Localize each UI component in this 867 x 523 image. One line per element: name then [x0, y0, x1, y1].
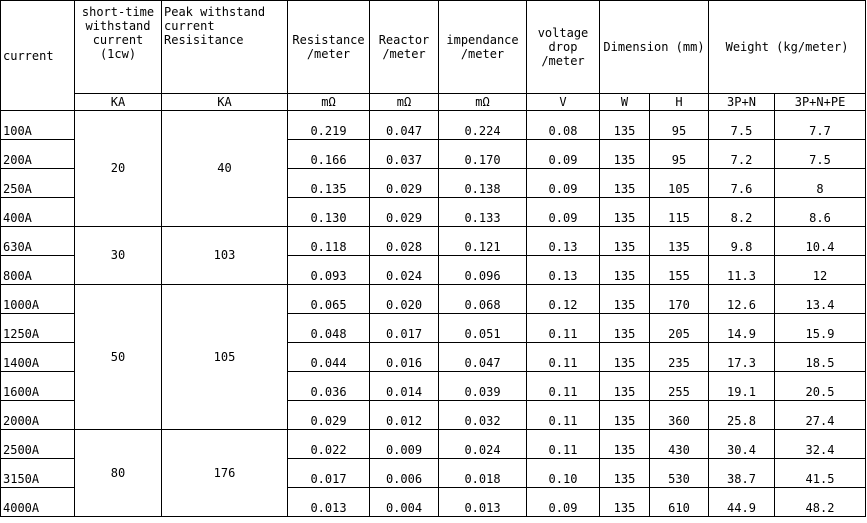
weight-2-cell: 20.5 — [775, 372, 866, 401]
dim-w-cell: 135 — [600, 285, 650, 314]
impedance-cell: 0.024 — [439, 430, 527, 459]
short-time-cell: 20 — [75, 111, 162, 227]
current-cell: 1000A — [1, 285, 75, 314]
weight-1-cell: 7.6 — [709, 169, 775, 198]
voltage-drop-cell: 0.11 — [527, 372, 600, 401]
weight-1-cell: 7.2 — [709, 140, 775, 169]
dim-w-cell: 135 — [600, 459, 650, 488]
reactor-cell: 0.009 — [370, 430, 439, 459]
impedance-cell: 0.121 — [439, 227, 527, 256]
weight-1-cell: 14.9 — [709, 314, 775, 343]
impedance-cell: 0.018 — [439, 459, 527, 488]
weight-1-cell: 30.4 — [709, 430, 775, 459]
weight-2-cell: 41.5 — [775, 459, 866, 488]
dim-h-cell: 105 — [650, 169, 709, 198]
voltage-drop-cell: 0.09 — [527, 140, 600, 169]
table-row — [1, 285, 866, 314]
current-cell: 1600A — [1, 372, 75, 401]
weight-2-cell: 15.9 — [775, 314, 866, 343]
dim-h-cell: 610 — [650, 488, 709, 517]
table-row — [1, 111, 866, 140]
reactor-cell: 0.029 — [370, 198, 439, 227]
voltage-drop-cell: 0.11 — [527, 430, 600, 459]
table-body — [1, 111, 866, 517]
weight-1-cell: 11.3 — [709, 256, 775, 285]
peak-cell: 40 — [162, 111, 288, 227]
resistance-cell: 0.093 — [288, 256, 370, 285]
dim-w-cell: 135 — [600, 430, 650, 459]
resistance-cell: 0.022 — [288, 430, 370, 459]
reactor-cell: 0.014 — [370, 372, 439, 401]
header-reactor: Reactor /meter — [370, 1, 439, 94]
current-cell: 2000A — [1, 401, 75, 430]
header-resistance: Resistance /meter — [288, 1, 370, 94]
dim-h-cell: 360 — [650, 401, 709, 430]
voltage-drop-cell: 0.11 — [527, 314, 600, 343]
voltage-drop-cell: 0.13 — [527, 227, 600, 256]
impedance-cell: 0.047 — [439, 343, 527, 372]
voltage-drop-cell: 0.09 — [527, 169, 600, 198]
header-voltage-drop: voltage drop /meter — [527, 1, 600, 94]
header-peak: Peak withstand current Resisitance — [162, 1, 288, 94]
short-time-cell: 30 — [75, 227, 162, 285]
impedance-cell: 0.138 — [439, 169, 527, 198]
dim-h-cell: 430 — [650, 430, 709, 459]
impedance-cell: 0.039 — [439, 372, 527, 401]
current-cell: 250A — [1, 169, 75, 198]
impedance-cell: 0.013 — [439, 488, 527, 517]
dim-w-cell: 135 — [600, 227, 650, 256]
weight-1-cell: 17.3 — [709, 343, 775, 372]
resistance-cell: 0.118 — [288, 227, 370, 256]
weight-1-cell: 7.5 — [709, 111, 775, 140]
dim-w-cell: 135 — [600, 343, 650, 372]
weight-1-cell: 19.1 — [709, 372, 775, 401]
weight-2-cell: 48.2 — [775, 488, 866, 517]
weight-1-cell: 8.2 — [709, 198, 775, 227]
dim-w-cell: 135 — [600, 198, 650, 227]
reactor-cell: 0.012 — [370, 401, 439, 430]
reactor-cell: 0.047 — [370, 111, 439, 140]
resistance-cell: 0.017 — [288, 459, 370, 488]
unit-voltage-drop: V — [527, 94, 600, 111]
impedance-cell: 0.051 — [439, 314, 527, 343]
weight-1-cell: 38.7 — [709, 459, 775, 488]
weight-1-cell: 12.6 — [709, 285, 775, 314]
resistance-cell: 0.036 — [288, 372, 370, 401]
dim-h-cell: 255 — [650, 372, 709, 401]
impedance-cell: 0.068 — [439, 285, 527, 314]
voltage-drop-cell: 0.12 — [527, 285, 600, 314]
impedance-cell: 0.133 — [439, 198, 527, 227]
reactor-cell: 0.020 — [370, 285, 439, 314]
table-row — [1, 227, 866, 256]
reactor-cell: 0.024 — [370, 256, 439, 285]
dim-w-cell: 135 — [600, 169, 650, 198]
unit-dim-h: H — [650, 94, 709, 111]
short-time-cell: 50 — [75, 285, 162, 430]
resistance-cell: 0.048 — [288, 314, 370, 343]
dim-h-cell: 530 — [650, 459, 709, 488]
unit-peak: KA — [162, 94, 288, 111]
dim-h-cell: 115 — [650, 198, 709, 227]
weight-2-cell: 10.4 — [775, 227, 866, 256]
resistance-cell: 0.130 — [288, 198, 370, 227]
dim-w-cell: 135 — [600, 314, 650, 343]
resistance-cell: 0.013 — [288, 488, 370, 517]
current-cell: 200A — [1, 140, 75, 169]
unit-reactor: mΩ — [370, 94, 439, 111]
dim-w-cell: 135 — [600, 111, 650, 140]
current-cell: 100A — [1, 111, 75, 140]
reactor-cell: 0.028 — [370, 227, 439, 256]
unit-weight-1: 3P+N — [709, 94, 775, 111]
voltage-drop-cell: 0.09 — [527, 198, 600, 227]
resistance-cell: 0.219 — [288, 111, 370, 140]
current-cell: 2500A — [1, 430, 75, 459]
weight-2-cell: 12 — [775, 256, 866, 285]
peak-cell: 103 — [162, 227, 288, 285]
impedance-cell: 0.224 — [439, 111, 527, 140]
short-time-cell: 80 — [75, 430, 162, 517]
unit-row — [1, 94, 866, 111]
voltage-drop-cell: 0.09 — [527, 488, 600, 517]
current-cell: 800A — [1, 256, 75, 285]
unit-weight-2: 3P+N+PE — [775, 94, 866, 111]
dim-w-cell: 135 — [600, 372, 650, 401]
voltage-drop-cell: 0.11 — [527, 401, 600, 430]
reactor-cell: 0.037 — [370, 140, 439, 169]
voltage-drop-cell: 0.13 — [527, 256, 600, 285]
weight-1-cell: 9.8 — [709, 227, 775, 256]
header-current: current — [1, 1, 75, 111]
dim-h-cell: 135 — [650, 227, 709, 256]
dim-w-cell: 135 — [600, 256, 650, 285]
current-cell: 3150A — [1, 459, 75, 488]
dim-h-cell: 155 — [650, 256, 709, 285]
dim-h-cell: 235 — [650, 343, 709, 372]
header-dimension: Dimension (mm) — [600, 1, 709, 94]
resistance-cell: 0.135 — [288, 169, 370, 198]
weight-2-cell: 13.4 — [775, 285, 866, 314]
reactor-cell: 0.029 — [370, 169, 439, 198]
current-cell: 1400A — [1, 343, 75, 372]
dim-h-cell: 95 — [650, 111, 709, 140]
weight-2-cell: 8 — [775, 169, 866, 198]
table-row — [1, 430, 866, 459]
unit-dim-w: W — [600, 94, 650, 111]
weight-2-cell: 27.4 — [775, 401, 866, 430]
resistance-cell: 0.065 — [288, 285, 370, 314]
voltage-drop-cell: 0.11 — [527, 343, 600, 372]
header-impedance: impendance /meter — [439, 1, 527, 94]
weight-2-cell: 7.5 — [775, 140, 866, 169]
dim-h-cell: 95 — [650, 140, 709, 169]
weight-2-cell: 18.5 — [775, 343, 866, 372]
impedance-cell: 0.032 — [439, 401, 527, 430]
weight-2-cell: 8.6 — [775, 198, 866, 227]
reactor-cell: 0.016 — [370, 343, 439, 372]
dim-w-cell: 135 — [600, 488, 650, 517]
dim-h-cell: 205 — [650, 314, 709, 343]
current-cell: 630A — [1, 227, 75, 256]
current-cell: 400A — [1, 198, 75, 227]
current-cell: 1250A — [1, 314, 75, 343]
dim-h-cell: 170 — [650, 285, 709, 314]
dim-w-cell: 135 — [600, 401, 650, 430]
current-cell: 4000A — [1, 488, 75, 517]
weight-1-cell: 25.8 — [709, 401, 775, 430]
header-weight: Weight (kg/meter) — [709, 1, 866, 94]
header-short-time: short-time withstand current (1cw) — [75, 1, 162, 94]
peak-cell: 105 — [162, 285, 288, 430]
resistance-cell: 0.029 — [288, 401, 370, 430]
peak-cell: 176 — [162, 430, 288, 517]
resistance-cell: 0.166 — [288, 140, 370, 169]
reactor-cell: 0.017 — [370, 314, 439, 343]
weight-2-cell: 32.4 — [775, 430, 866, 459]
reactor-cell: 0.004 — [370, 488, 439, 517]
voltage-drop-cell: 0.08 — [527, 111, 600, 140]
resistance-cell: 0.044 — [288, 343, 370, 372]
impedance-cell: 0.096 — [439, 256, 527, 285]
impedance-cell: 0.170 — [439, 140, 527, 169]
voltage-drop-cell: 0.10 — [527, 459, 600, 488]
weight-1-cell: 44.9 — [709, 488, 775, 517]
unit-impedance: mΩ — [439, 94, 527, 111]
weight-2-cell: 7.7 — [775, 111, 866, 140]
header-row — [1, 1, 866, 94]
dim-w-cell: 135 — [600, 140, 650, 169]
reactor-cell: 0.006 — [370, 459, 439, 488]
unit-short-time: KA — [75, 94, 162, 111]
unit-resistance: mΩ — [288, 94, 370, 111]
